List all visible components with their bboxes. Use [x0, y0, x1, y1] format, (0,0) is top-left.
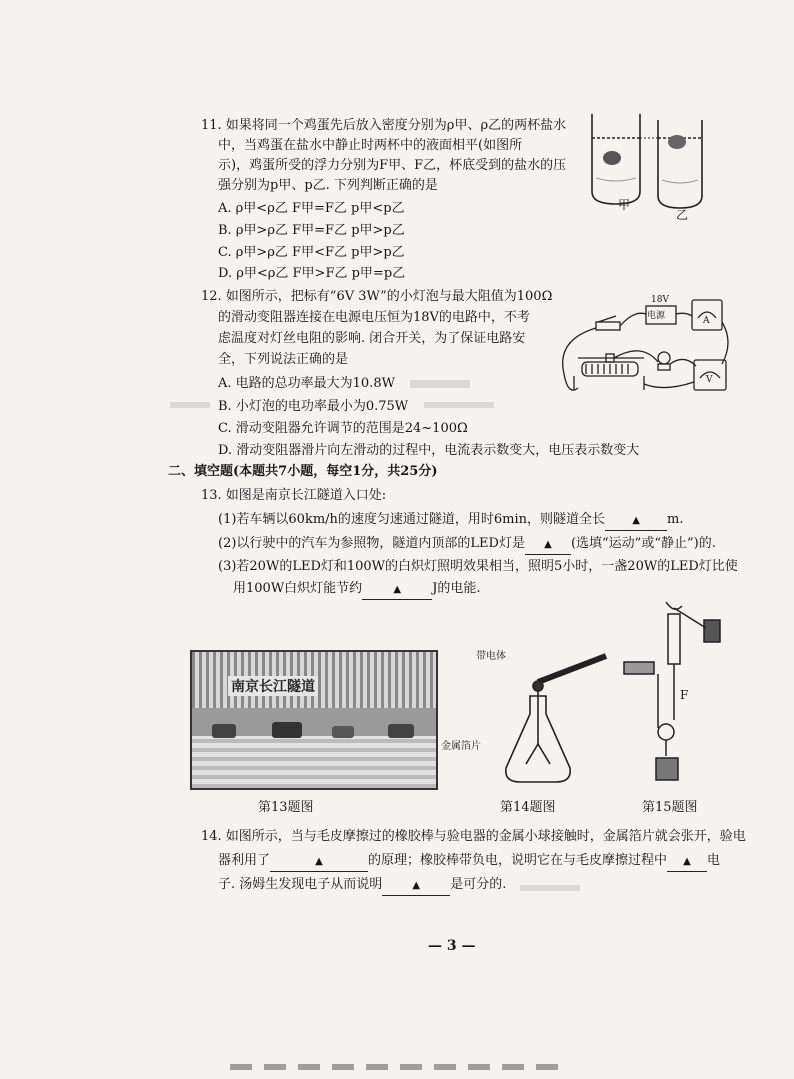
beaker-label-a: 甲 — [618, 198, 631, 212]
q13-part-1-text: (1)若车辆以60km/h的速度匀速通过隧道，用时6min，则隧道全长 — [218, 512, 606, 527]
lamp-icon — [658, 352, 670, 364]
car-icon — [388, 724, 414, 738]
q14-line-2-text-a: 器利用了 — [218, 853, 271, 868]
q13-part-2 — [218, 535, 716, 555]
q12-option-a: A. 电路的总功率最大为10.8W — [218, 376, 395, 391]
circuit-ammeter-label: A — [703, 316, 710, 326]
blank-triangle-mark: ▲ — [632, 515, 640, 526]
q13-part-3-text: 用100W白炽灯能节约 — [233, 581, 363, 596]
q13-part-3-unit: J的电能. — [432, 581, 481, 596]
q12-circuit-figure — [552, 292, 736, 414]
blank-triangle-mark: ▲ — [683, 856, 691, 867]
page-edge-bleed — [230, 1064, 570, 1070]
q13-part-2-text: (2)以行驶中的汽车为参照物，隧道内顶部的LED灯是 — [218, 536, 525, 551]
ceiling-beam-icon — [624, 662, 654, 674]
scan-noise — [424, 402, 494, 408]
q11-stem-line-4: 强分别为p甲、p乙. 下列判断正确的是 — [218, 178, 438, 193]
q11-beakers-figure — [582, 108, 712, 226]
q13-part-3-line-2 — [233, 580, 481, 600]
q14-answer-blank-2[interactable] — [667, 852, 707, 872]
q14-answer-blank-3[interactable] — [382, 876, 450, 896]
scan-noise — [170, 402, 210, 408]
q13-part-1-unit: m. — [667, 512, 684, 527]
circuit-source-label: 电源 — [647, 311, 666, 321]
metal-foil-label: 金属箔片 — [441, 741, 481, 752]
q11-stem-line-1: 11. 如果将同一个鸡蛋先后放入密度分别为ρ甲、ρ乙的两杯盐水 — [201, 118, 567, 133]
q13-answer-blank-2[interactable] — [525, 535, 571, 555]
q11-option-b: B. ρ甲>ρ乙 F甲=F乙 p甲>p乙 — [218, 223, 405, 238]
page-number: — 3 — — [428, 938, 476, 954]
q15-figure-caption: 第15题图 — [642, 800, 698, 815]
blank-triangle-mark: ▲ — [393, 584, 402, 595]
car-icon — [332, 726, 354, 738]
q13-stem: 13. 如图是南京长江隧道入口处: — [201, 488, 387, 503]
pulley-icon — [658, 724, 674, 740]
q13-part-3-line-1: (3)若20W的LED灯和100W的白炽灯照明效果相当，照明5小时，一盏20W的LED灯比使 — [218, 559, 738, 574]
q12-stem-line-2: 的滑动变阻器连接在电源电压恒为18V的电路中，不考 — [218, 310, 530, 325]
q11-stem-line-2: 中，当鸡蛋在盐水中静止时两杯中的液面相平(如图所 — [218, 138, 523, 153]
q13-answer-blank-1[interactable] — [605, 511, 667, 531]
blank-triangle-mark: ▲ — [315, 856, 323, 867]
q14-line-2-text-b: 的原理；橡胶棒带负电，说明它在与毛皮摩擦过程中 — [368, 853, 668, 868]
q14-line-3 — [218, 876, 506, 896]
charged-rod-icon — [538, 656, 606, 682]
q11-option-a: A. ρ甲<ρ乙 F甲=F乙 p甲<p乙 — [218, 201, 405, 216]
q14-line-2 — [218, 852, 720, 872]
spring-scale-icon — [668, 614, 680, 664]
tunnel-sign-text: 南京长江隧道 — [228, 676, 318, 696]
blank-triangle-mark: ▲ — [412, 880, 421, 891]
q14-answer-blank-1[interactable] — [270, 852, 368, 872]
q14-line-2-text-c: 电 — [707, 853, 721, 868]
section-two-heading: 二、填空题(本题共7小题，每空1分，共25分) — [168, 464, 438, 479]
metal-ball-icon — [533, 681, 543, 691]
q14-line-1: 14. 如图所示，当与毛皮摩擦过的橡胶棒与验电器的金属小球接触时，金属箔片就会张开，验电 — [201, 829, 746, 844]
q13-answer-blank-3[interactable] — [362, 580, 432, 600]
q13-part-1 — [218, 511, 684, 531]
egg-in-beaker-a — [603, 151, 621, 165]
q13-figure-caption: 第13题图 — [258, 800, 314, 815]
egg-in-beaker-b — [668, 135, 686, 149]
q12-option-d: D. 滑动变阻器滑片向左滑动的过程中，电流表示数变大，电压表示数变大 — [218, 443, 640, 458]
blank-triangle-mark: ▲ — [544, 539, 552, 550]
q12-stem-line-4: 全，下列说法正确的是 — [218, 352, 349, 367]
beaker-label-b: 乙 — [676, 208, 689, 222]
q11-stem-line-3: 示)，鸡蛋所受的浮力分别为F甲、F乙，杯底受到的盐水的压 — [218, 158, 567, 173]
q15-pulley-figure — [618, 600, 728, 790]
q14-figure-caption: 第14题图 — [500, 800, 556, 815]
charged-body-label: 带电体 — [476, 651, 506, 662]
metal-foil-icon — [526, 744, 538, 764]
q12-stem-line-3: 虑温度对灯丝电阻的影响. 闭合开关，为了保证电路安 — [218, 331, 526, 346]
q13-tunnel-photo — [190, 650, 438, 790]
q13-part-2-note: (选填“运动”或“静止”)的. — [570, 536, 716, 551]
weight-icon — [656, 758, 678, 780]
q12-option-c: C. 滑动变阻器允许调节的范围是24~100Ω — [218, 421, 468, 436]
circuit-voltmeter-label: V — [706, 375, 713, 385]
force-label: F — [680, 688, 689, 702]
scan-noise — [410, 380, 470, 388]
q11-option-c: C. ρ甲>ρ乙 F甲<F乙 p甲>p乙 — [218, 245, 405, 260]
switch-icon — [596, 322, 620, 330]
q12-option-b: B. 小灯泡的电功率最小为0.75W — [218, 399, 409, 414]
scan-noise — [520, 885, 580, 891]
q14-electroscope-figure — [500, 648, 610, 798]
q14-line-3-text-b: 是可分的. — [450, 877, 507, 892]
q12-stem-line-1: 12. 如图所示，把标有“6V 3W”的小灯泡与最大阻值为100Ω — [201, 289, 553, 304]
circuit-voltage-label: 18V — [651, 295, 669, 305]
car-icon — [212, 724, 236, 738]
car-icon — [272, 722, 302, 738]
hand-icon — [704, 620, 720, 642]
q14-line-3-text-a: 子. 汤姆生发现电子从而说明 — [218, 877, 383, 892]
q11-option-d: D. ρ甲<ρ乙 F甲>F乙 p甲=p乙 — [218, 266, 406, 281]
